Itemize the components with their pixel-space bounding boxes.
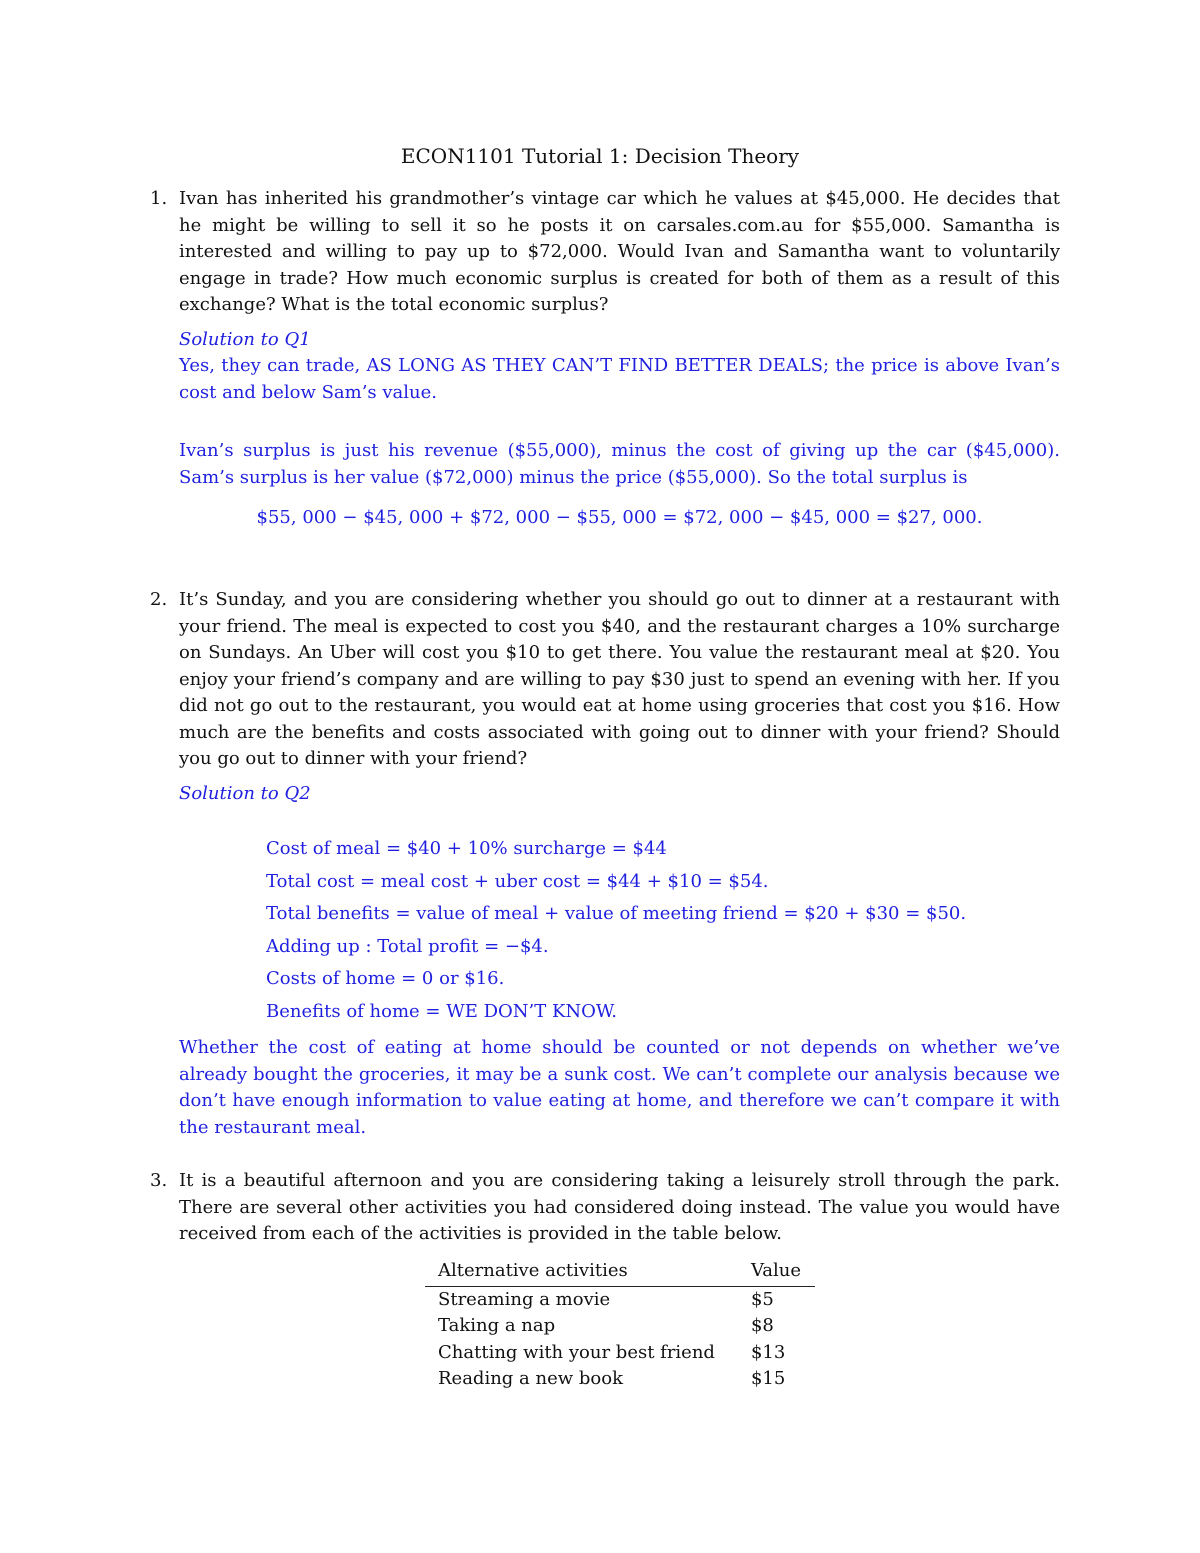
derivation-line: Total benefits = value of meal + value of meeting friend = $20 + $30 = $50.	[266, 903, 967, 924]
column-header-value: Value	[729, 1258, 815, 1286]
question-text: It’s Sunday, and you are considering whether you should go out to dinner at a restaurant with your friend. The meal is expected to cost you $40, and the restaurant charges a 10% surcharge on Sundays. An Uber will cost you $10 to get there. You value the restaurant meal at $20. You enjoy your friend’s company and are willing to pay $30 just to spend an evening with her. If you did not go out to the restaurant, you would eat at home using groceries that cost you $16. How much are the benefits and costs associated with going out to dinner with your friend? Should you go out to dinner with your friend?	[179, 589, 1060, 769]
activity-cell: Taking a nap	[438, 1315, 556, 1336]
table-row	[425, 1286, 815, 1313]
value-cell: $15	[750, 1368, 786, 1389]
value-cell: $13	[750, 1341, 786, 1363]
solution-heading: Solution to Q1	[179, 328, 311, 350]
value-cell: $5	[750, 1288, 774, 1310]
derivation-line: Adding up : Total profit = −$4.	[266, 935, 549, 957]
question-2	[150, 587, 1060, 1141]
question-number: 3.	[150, 1170, 168, 1191]
activity-cell: Chatting with your best friend	[438, 1341, 715, 1363]
derivation-line: Total cost = meal cost + uber cost = $44 + $10 = $54.	[266, 870, 769, 892]
question-3	[150, 1168, 1060, 1248]
derivation-line: Cost of meal = $40 + 10% surcharge = $44	[266, 838, 667, 859]
solution-block	[179, 781, 1060, 1142]
column-header-activity: Alternative activities	[425, 1258, 729, 1286]
derivation-line: Benefits of home = WE DON’T KNOW.	[266, 1000, 617, 1022]
solution-paragraph: Ivan’s surplus is just his revenue ($55,000), minus the cost of giving up the car ($45,000). Sam’s surplus is her value ($72,000) minus the price ($55,000). So the total surplus is	[179, 440, 1060, 488]
solution-paragraph: Yes, they can trade, AS LONG AS THEY CAN’T FIND BETTER DEALS; the price is above Ivan’s cost and below Sam’s value.	[179, 355, 1060, 403]
surplus-equation: $55, 000 − $45, 000 + $72, 000 − $55, 000 = $72, 000 − $45, 000 = $27, 000.	[256, 507, 983, 528]
activity-cell: Streaming a movie	[438, 1288, 611, 1310]
activities-table	[425, 1258, 815, 1393]
cost-benefit-derivation	[266, 833, 1060, 1028]
question-number: 2.	[150, 589, 168, 610]
question-number: 1.	[150, 188, 168, 209]
table-row	[425, 1340, 815, 1367]
question-text: It is a beautiful afternoon and you are considering taking a leisurely stroll through the park. There are several other activities you had considered doing instead. The value you would have received from each of the activities is provided in the table below.	[179, 1170, 1060, 1244]
table-row	[425, 1313, 815, 1340]
value-cell: $8	[750, 1315, 774, 1336]
solution-conclusion: Whether the cost of eating at home should be counted or not depends on whether we’ve already bought the groceries, it may be a sunk cost. We can’t complete our analysis because we don’t have enough information to value eating at home, and therefore we can’t compare it with the restaurant meal.	[179, 1037, 1060, 1138]
question-text: Ivan has inherited his grandmother’s vintage car which he values at $45,000. He decides that he might be willing to sell it so he posts it on carsales.com.au for $55,000. Samantha is interested and willing to pay up to $72,000. Would Ivan and Samantha want to voluntarily engage in trade? How much economic surplus is created for both of them as a result of this exchange? What is the total economic surplus?	[179, 188, 1060, 315]
solution-block	[179, 327, 1060, 532]
table-header-row	[425, 1258, 815, 1286]
solution-heading: Solution to Q2	[179, 782, 311, 804]
table-row	[425, 1366, 815, 1393]
derivation-line: Costs of home = 0 or $16.	[266, 968, 505, 989]
activity-cell: Reading a new book	[438, 1368, 623, 1389]
question-1	[150, 186, 1060, 532]
page-title: ECON1101 Tutorial 1: Decision Theory	[400, 144, 800, 168]
